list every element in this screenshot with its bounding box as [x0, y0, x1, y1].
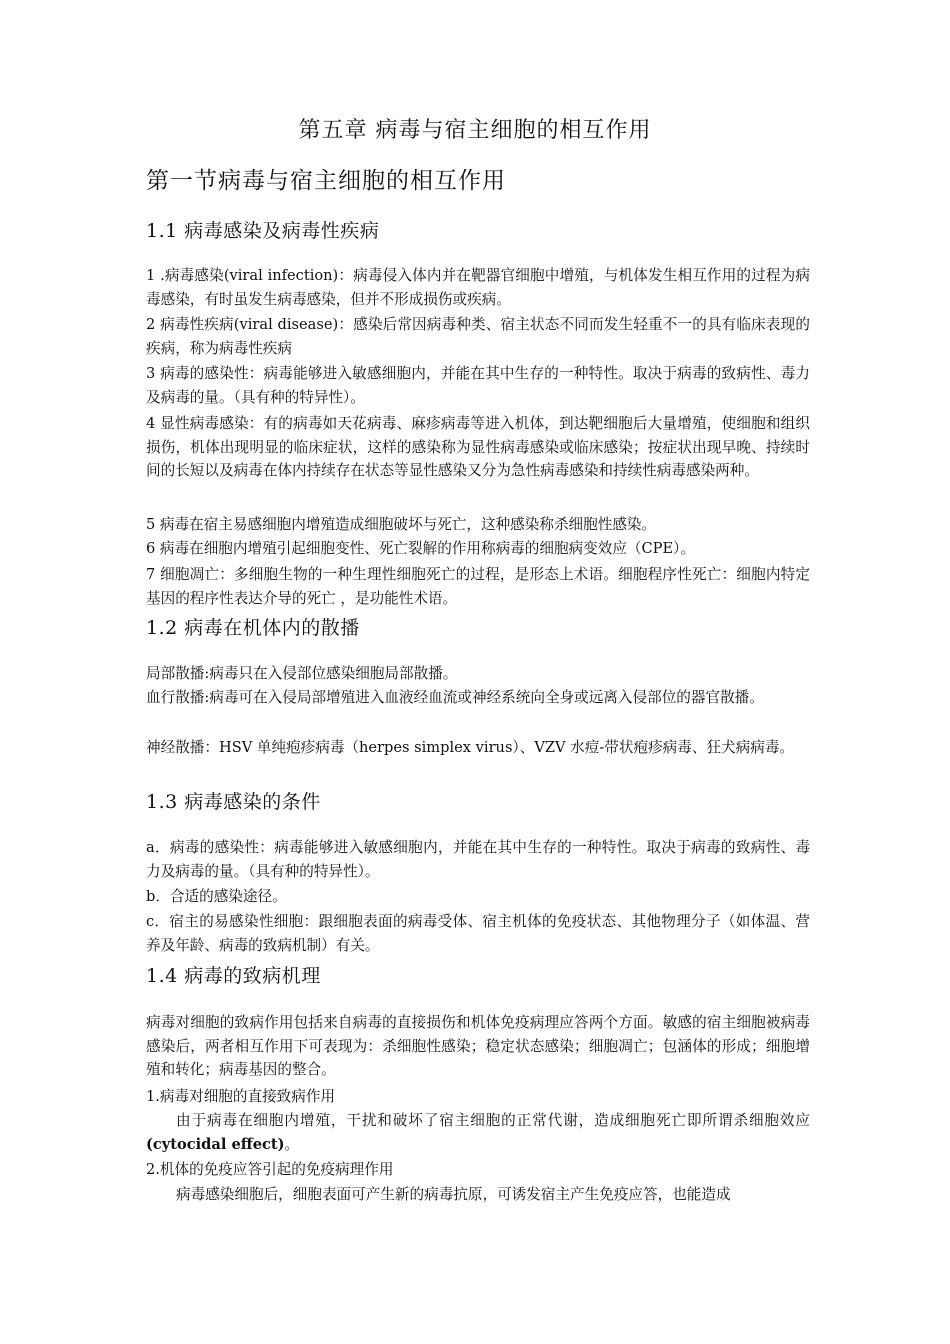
- point-1-title: 1.病毒对细胞的直接致病作用: [146, 1088, 336, 1105]
- heading-1-2: 1.2 病毒在机体内的散播: [146, 617, 360, 639]
- cytocidal-effect-term: (cytocidal effect): [146, 1135, 285, 1153]
- point-2-text: 病毒感染细胞后，细胞表面可产生新的病毒抗原，可诱发宿主产生免疫应答，也能造成: [176, 1186, 731, 1203]
- paragraph-local-spread: 局部散播:病毒只在入侵部位感染细胞局部散播。: [146, 665, 458, 682]
- point-1-body: 由于病毒在细胞内增殖，干扰和破坏了宿主细胞的正常代谢，造成细胞死亡即所谓杀细胞效应: [176, 1112, 810, 1129]
- paragraph-cytocidal-infection: 5 病毒在宿主易感细胞内增殖造成细胞破坏与死亡，这种感染称杀细胞性感染。: [146, 516, 657, 533]
- paragraph-blood-spread: 血行散播:病毒可在入侵局部增殖进入血液经血流或神经系统向全身或远离入侵部位的器官散播。: [146, 689, 764, 706]
- section-title: 第一节病毒与宿主细胞的相互作用: [146, 168, 506, 194]
- paragraph-pathogenesis-intro: 病毒对细胞的致病作用包括来自病毒的直接损伤和机体免疫病理应答两个方面。敏感的宿主细胞被病毒感染后，两者相互作用下可表现为：杀细胞性感染；稳定状态感染；细胞凋亡；包涵体的形成；细胞增殖和转化；病毒基因的整合。: [146, 1014, 810, 1078]
- paragraph-neural-spread: 神经散播：HSV 单纯疱疹病毒（herpes simplex virus）、VZV 水痘-带状疱疹病毒、狂犬病病毒。: [146, 739, 795, 756]
- point-1-end: 。: [284, 1135, 300, 1153]
- paragraph-overt-infection: 4 显性病毒感染：有的病毒如天花病毒、麻疹病毒等进入机体，到达靶细胞后大量增殖，使细胞和组织损伤，机体出现明显的临床症状，这样的感染称为显性病毒感染或临床感染；按症状出现早晚、持续时间的长短以及病毒在体内持续存在状态等显性感染又分为急性病毒感染和持续性病毒感染两种。: [146, 415, 810, 479]
- point-1-text: [146, 1109, 810, 1156]
- paragraph-apoptosis: 7 细胞凋亡：多细胞生物的一种生理性细胞死亡的过程，是形态上术语。细胞程序性死亡：细胞内特定基因的程序性表达介导的死亡 ，是功能性术语。: [146, 566, 810, 607]
- paragraph-cpe: 6 病毒在细胞内增殖引起细胞变性、死亡裂解的作用称病毒的细胞病变效应（CPE）。: [146, 540, 696, 557]
- paragraph-viral-infection: 1 .病毒感染(viral infection)：病毒侵入体内并在靶器官细胞中增殖，与机体发生相互作用的过程为病毒感染，有时虽发生病毒感染，但并不形成损伤或疾病。: [146, 267, 810, 308]
- heading-1-4: 1.4 病毒的致病机理: [146, 965, 321, 987]
- heading-1-3: 1.3 病毒感染的条件: [146, 791, 321, 813]
- point-2-title: 2.机体的免疫应答引起的免疫病理作用: [146, 1161, 394, 1178]
- paragraph-condition-b: b．合适的感染途径。: [146, 888, 287, 905]
- chapter-title: 第五章 病毒与宿主细胞的相互作用: [298, 118, 652, 143]
- paragraph-condition-c: c．宿主的易感染性细胞：跟细胞表面的病毒受体、宿主机体的免疫状态、其他物理分子（如体温、营养及年龄、病毒的致病机制）有关。: [146, 913, 810, 954]
- paragraph-infectivity: 3 病毒的感染性：病毒能够进入敏感细胞内，并能在其中生存的一种特性。取决于病毒的致病性、毒力及病毒的量。（具有种的特异性）。: [146, 365, 810, 406]
- paragraph-condition-a: a．病毒的感染性：病毒能够进入敏感细胞内，并能在其中生存的一种特性。取决于病毒的致病性、毒力及病毒的量。（具有种的特异性）。: [146, 839, 810, 880]
- heading-1-1: 1.1 病毒感染及病毒性疾病: [146, 220, 380, 242]
- paragraph-viral-disease: 2 病毒性疾病(viral disease)：感染后常因病毒种类、宿主状态不同而发生轻重不一的具有临床表现的疾病，称为病毒性疾病: [146, 316, 810, 357]
